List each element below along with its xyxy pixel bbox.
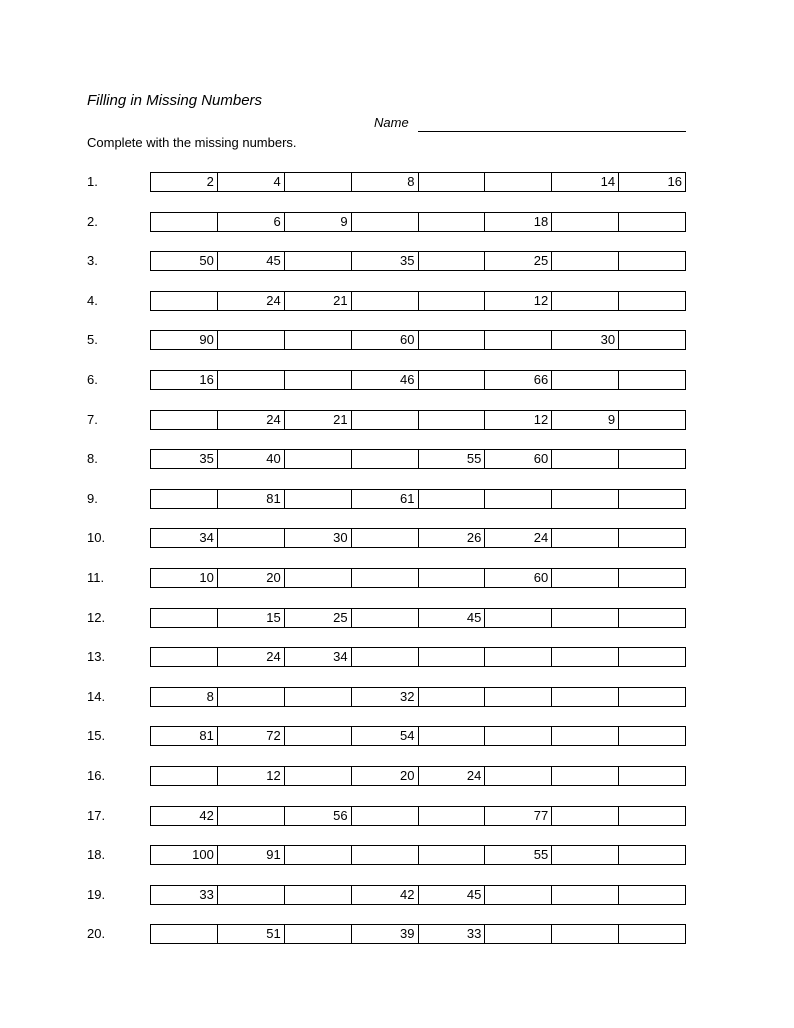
answer-cell[interactable] <box>619 727 685 745</box>
given-number-cell: 34 <box>285 648 352 666</box>
problem-number: 4. <box>87 293 98 308</box>
answer-cell[interactable] <box>619 252 685 270</box>
answer-cell[interactable] <box>552 846 619 864</box>
answer-cell[interactable] <box>352 609 419 627</box>
problem-number: 9. <box>87 491 98 506</box>
answer-cell[interactable] <box>619 450 685 468</box>
given-number-cell: 33 <box>151 886 218 904</box>
given-number-cell: 16 <box>667 174 682 189</box>
problem-row <box>0 766 794 786</box>
given-number-cell: 45 <box>218 252 285 270</box>
answer-cell[interactable] <box>619 490 685 508</box>
given-number-cell: 55 <box>485 846 552 864</box>
number-sequence-boxes <box>150 330 686 350</box>
answer-cell[interactable] <box>218 371 285 389</box>
number-sequence-boxes <box>150 489 686 509</box>
answer-cell[interactable] <box>151 292 218 310</box>
given-number-cell: 21 <box>285 292 352 310</box>
given-number-cell: 15 <box>218 609 285 627</box>
answer-cell[interactable] <box>619 648 685 666</box>
answer-cell[interactable] <box>285 331 352 349</box>
problem-row <box>0 410 794 430</box>
given-number-cell: 55 <box>419 450 486 468</box>
problem-row <box>0 172 794 192</box>
answer-cell[interactable] <box>151 411 218 429</box>
given-number-cell: 50 <box>151 252 218 270</box>
problem-number: 13. <box>87 649 106 664</box>
answer-cell[interactable] <box>619 569 685 587</box>
number-sequence-boxes <box>150 370 686 390</box>
problem-row <box>0 885 794 905</box>
number-sequence-boxes <box>150 410 686 430</box>
answer-cell[interactable] <box>419 252 486 270</box>
answer-cell[interactable] <box>352 846 419 864</box>
answer-cell[interactable] <box>619 925 685 943</box>
problem-number: 12. <box>87 610 106 625</box>
answer-cell[interactable] <box>619 411 685 429</box>
given-number-cell: 12 <box>218 767 285 785</box>
number-sequence-boxes <box>150 806 686 826</box>
problem-row <box>0 528 794 548</box>
given-number-cell: 20 <box>352 767 419 785</box>
answer-cell[interactable] <box>352 450 419 468</box>
given-number-cell: 14 <box>552 173 619 191</box>
answer-cell[interactable] <box>552 925 619 943</box>
answer-cell[interactable] <box>285 371 352 389</box>
given-number-cell: 100 <box>151 846 218 864</box>
number-sequence-boxes <box>150 766 686 786</box>
answer-cell[interactable] <box>285 727 352 745</box>
name-label: Name <box>374 115 409 130</box>
answer-cell[interactable] <box>218 886 285 904</box>
problem-number: 10. <box>87 530 106 545</box>
given-number-cell: 30 <box>552 331 619 349</box>
answer-cell[interactable] <box>552 213 619 231</box>
given-number-cell: 45 <box>419 886 486 904</box>
answer-cell[interactable] <box>151 767 218 785</box>
given-number-cell: 12 <box>485 292 552 310</box>
answer-cell[interactable] <box>485 648 552 666</box>
problem-row <box>0 212 794 232</box>
given-number-cell: 8 <box>151 688 218 706</box>
answer-cell[interactable] <box>485 727 552 745</box>
answer-cell[interactable] <box>485 886 552 904</box>
problem-row <box>0 687 794 707</box>
worksheet-title: Filling in Missing Numbers <box>87 92 263 109</box>
given-number-cell: 60 <box>485 569 552 587</box>
given-number-cell: 4 <box>218 173 285 191</box>
given-number-cell: 42 <box>352 886 419 904</box>
problem-number: 19. <box>87 887 106 902</box>
problem-number: 17. <box>87 808 106 823</box>
answer-cell[interactable] <box>419 292 486 310</box>
given-number-cell: 6 <box>218 213 285 231</box>
given-number-cell: 21 <box>285 411 352 429</box>
given-number-cell: 72 <box>218 727 285 745</box>
answer-cell[interactable] <box>419 688 486 706</box>
given-number-cell: 81 <box>151 727 218 745</box>
given-number-cell: 35 <box>352 252 419 270</box>
given-number-cell: 77 <box>485 807 552 825</box>
given-number-cell: 42 <box>151 807 218 825</box>
problem-number: 2. <box>87 214 98 229</box>
answer-cell[interactable] <box>352 213 419 231</box>
answer-cell[interactable] <box>485 173 552 191</box>
given-number-cell: 20 <box>218 569 285 587</box>
answer-cell[interactable] <box>485 688 552 706</box>
answer-cell[interactable] <box>552 450 619 468</box>
answer-cell[interactable] <box>419 213 486 231</box>
answer-cell[interactable] <box>285 688 352 706</box>
problem-number: 5. <box>87 332 98 347</box>
given-number-cell: 24 <box>218 411 285 429</box>
answer-cell[interactable] <box>285 925 352 943</box>
given-number-cell: 24 <box>218 292 285 310</box>
answer-cell[interactable] <box>419 727 486 745</box>
problem-number: 7. <box>87 412 98 427</box>
answer-cell[interactable] <box>285 450 352 468</box>
number-sequence-boxes <box>150 172 686 192</box>
answer-cell[interactable] <box>619 292 685 310</box>
problem-row <box>0 330 794 350</box>
answer-cell[interactable] <box>619 846 685 864</box>
answer-cell[interactable] <box>352 411 419 429</box>
given-number-cell: 9 <box>285 213 352 231</box>
given-number-cell: 34 <box>151 529 218 547</box>
number-sequence-boxes <box>150 885 686 905</box>
given-number-cell: 24 <box>218 648 285 666</box>
answer-cell[interactable] <box>285 173 352 191</box>
answer-cell[interactable] <box>619 213 685 231</box>
given-number-cell: 81 <box>218 490 285 508</box>
problem-row <box>0 647 794 667</box>
answer-cell[interactable] <box>419 807 486 825</box>
problem-number: 6. <box>87 372 98 387</box>
given-number-cell: 61 <box>352 490 419 508</box>
problem-number: 18. <box>87 847 106 862</box>
answer-cell[interactable] <box>552 569 619 587</box>
given-number-cell: 32 <box>352 688 419 706</box>
number-sequence-boxes <box>150 687 686 707</box>
answer-cell[interactable] <box>419 846 486 864</box>
answer-cell[interactable] <box>419 569 486 587</box>
given-number-cell: 60 <box>352 331 419 349</box>
given-number-cell: 9 <box>552 411 619 429</box>
answer-cell[interactable] <box>485 767 552 785</box>
problem-number: 3. <box>87 253 98 268</box>
given-number-cell: 25 <box>485 252 552 270</box>
answer-cell[interactable] <box>352 648 419 666</box>
problem-row <box>0 845 794 865</box>
answer-cell[interactable] <box>285 886 352 904</box>
problem-number: 20. <box>87 926 106 941</box>
answer-cell[interactable] <box>218 331 285 349</box>
answer-cell[interactable] <box>552 807 619 825</box>
given-number-cell: 30 <box>285 529 352 547</box>
problem-row <box>0 370 794 390</box>
given-number-cell: 40 <box>218 450 285 468</box>
answer-cell[interactable] <box>151 213 218 231</box>
answer-cell[interactable] <box>419 411 486 429</box>
problem-row <box>0 726 794 746</box>
number-sequence-boxes <box>150 251 686 271</box>
answer-cell[interactable] <box>619 886 685 904</box>
given-number-cell: 12 <box>485 411 552 429</box>
answer-cell[interactable] <box>552 886 619 904</box>
answer-cell[interactable] <box>285 490 352 508</box>
number-sequence-boxes <box>150 726 686 746</box>
answer-cell[interactable] <box>552 688 619 706</box>
given-number-cell: 18 <box>485 213 552 231</box>
problem-number: 16. <box>87 768 106 783</box>
answer-cell[interactable] <box>285 846 352 864</box>
given-number-cell: 2 <box>151 173 218 191</box>
problem-number: 11. <box>87 570 105 585</box>
given-number-cell: 46 <box>352 371 419 389</box>
problem-row <box>0 568 794 588</box>
answer-cell[interactable] <box>151 648 218 666</box>
problem-row <box>0 489 794 509</box>
answer-cell[interactable] <box>151 490 218 508</box>
answer-cell[interactable] <box>419 648 486 666</box>
problem-number: 15. <box>87 728 106 743</box>
answer-cell[interactable] <box>352 529 419 547</box>
problem-number: 1. <box>87 174 98 189</box>
problem-number: 8. <box>87 451 98 466</box>
answer-cell[interactable] <box>552 490 619 508</box>
given-number-cell: 54 <box>352 727 419 745</box>
answer-cell[interactable] <box>419 490 486 508</box>
answer-cell[interactable] <box>151 925 218 943</box>
given-number-cell: 10 <box>151 569 218 587</box>
answer-cell[interactable] <box>619 767 685 785</box>
given-number-cell: 24 <box>419 767 486 785</box>
number-sequence-boxes <box>150 528 686 548</box>
given-number-cell: 35 <box>151 450 218 468</box>
answer-cell[interactable] <box>419 371 486 389</box>
given-number-cell: 60 <box>485 450 552 468</box>
given-number-cell: 51 <box>218 925 285 943</box>
answer-cell[interactable] <box>552 292 619 310</box>
number-sequence-boxes <box>150 212 686 232</box>
problem-row <box>0 449 794 469</box>
problem-number: 14. <box>87 689 106 704</box>
answer-cell[interactable] <box>619 807 685 825</box>
instructions: Complete with the missing numbers. <box>87 135 297 150</box>
given-number-cell: 66 <box>485 371 552 389</box>
given-number-cell: 33 <box>419 925 486 943</box>
answer-cell[interactable] <box>552 371 619 389</box>
answer-cell[interactable] <box>419 173 486 191</box>
given-number-cell: 90 <box>151 331 218 349</box>
number-sequence-boxes <box>150 449 686 469</box>
answer-cell[interactable] <box>485 331 552 349</box>
answer-cell[interactable] <box>485 925 552 943</box>
answer-cell[interactable] <box>552 609 619 627</box>
answer-cell[interactable] <box>151 609 218 627</box>
given-number-cell: 8 <box>352 173 419 191</box>
answer-cell[interactable] <box>218 529 285 547</box>
problem-row <box>0 806 794 826</box>
number-sequence-boxes <box>150 568 686 588</box>
problem-row <box>0 608 794 628</box>
answer-cell[interactable] <box>485 490 552 508</box>
given-number-cell: 26 <box>419 529 486 547</box>
answer-cell[interactable] <box>619 688 685 706</box>
answer-cell[interactable] <box>619 529 685 547</box>
answer-cell[interactable] <box>218 688 285 706</box>
given-number-cell: 91 <box>218 846 285 864</box>
answer-cell[interactable] <box>552 767 619 785</box>
answer-cell[interactable] <box>619 609 685 627</box>
number-sequence-boxes <box>150 845 686 865</box>
answer-cell[interactable] <box>552 529 619 547</box>
answer-cell[interactable] <box>352 292 419 310</box>
given-number-cell: 24 <box>485 529 552 547</box>
number-sequence-boxes <box>150 608 686 628</box>
answer-cell[interactable] <box>552 727 619 745</box>
number-sequence-boxes <box>150 647 686 667</box>
answer-cell[interactable] <box>552 252 619 270</box>
answer-cell[interactable] <box>619 331 685 349</box>
given-number-cell: 25 <box>285 609 352 627</box>
number-sequence-boxes <box>150 291 686 311</box>
answer-cell[interactable] <box>419 331 486 349</box>
number-sequence-boxes <box>150 924 686 944</box>
answer-cell[interactable] <box>352 569 419 587</box>
given-number-cell: 45 <box>419 609 486 627</box>
given-number-cell: 39 <box>352 925 419 943</box>
answer-cell[interactable] <box>619 371 685 389</box>
problem-row <box>0 924 794 944</box>
problem-row <box>0 251 794 271</box>
answer-cell[interactable] <box>285 252 352 270</box>
answer-cell[interactable] <box>485 609 552 627</box>
answer-cell[interactable] <box>285 767 352 785</box>
answer-cell[interactable] <box>552 648 619 666</box>
answer-cell[interactable] <box>285 569 352 587</box>
answer-cell[interactable] <box>352 807 419 825</box>
problem-row <box>0 291 794 311</box>
given-number-cell: 16 <box>151 371 218 389</box>
given-number-cell: 56 <box>285 807 352 825</box>
answer-cell[interactable] <box>218 807 285 825</box>
